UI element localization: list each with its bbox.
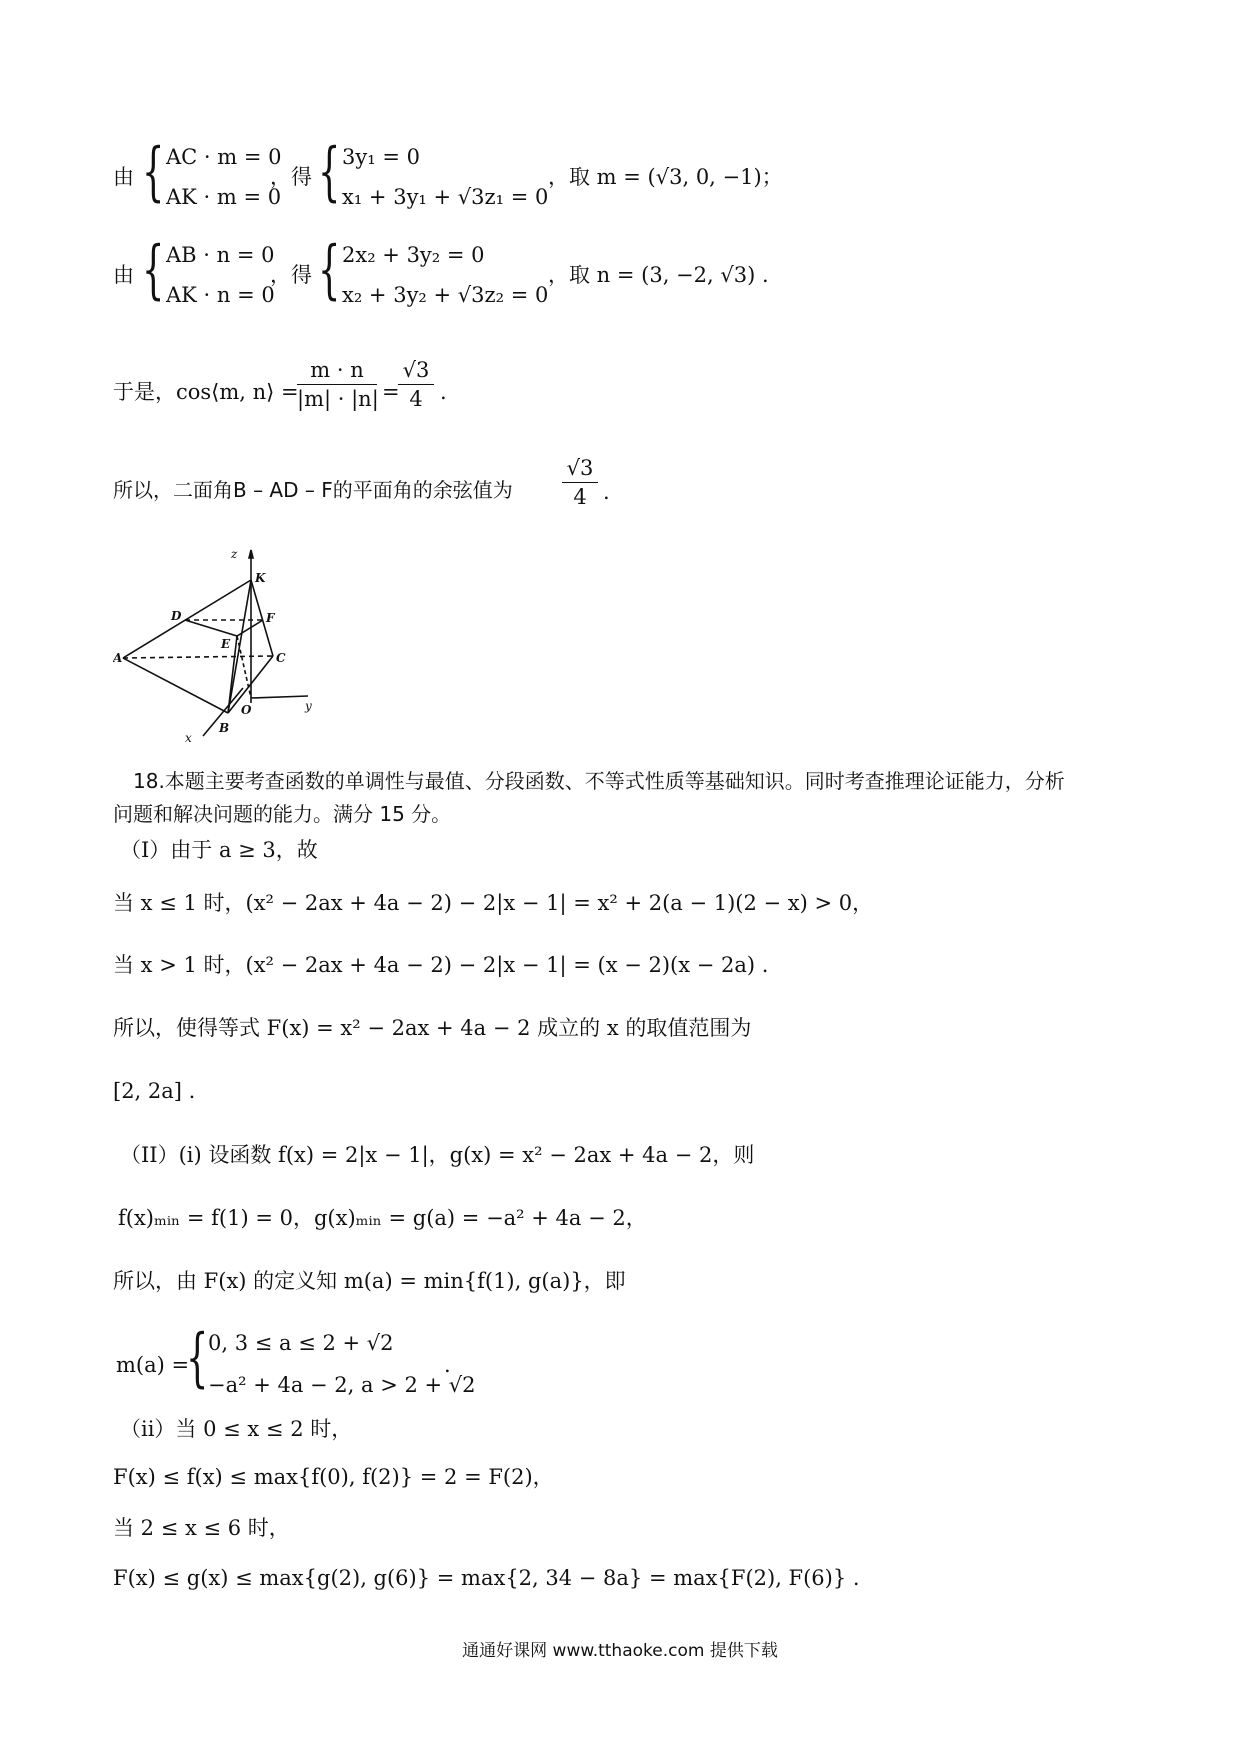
sys1-prefix: 由 [113, 165, 134, 189]
cos-prefix: 于是，cos⟨m, n⟩ = [113, 380, 299, 404]
p18-range-text: 所以，使得等式 F(x) = x² − 2ax + 4a − 2 成立的 x 的取值范围为 [113, 1016, 752, 1040]
sys2-row4: x₂ + 3y₂ + √3z₂ = 0 [342, 283, 549, 307]
p18-case-0-2: （ii）当 0 ≤ x ≤ 2 时， [120, 1417, 353, 1441]
p18-intro-line2: 问题和解决问题的能力。满分 15 分。 [113, 802, 452, 826]
cos-fraction-2 [398, 356, 434, 413]
p18-intro-line1: 18.本题主要考查函数的单调性与最值、分段函数、不等式性质等基础知识。同时考查推理论证能力，分析 [133, 769, 1065, 793]
ma-brace: { [186, 1321, 209, 1395]
p18-case-gt1: 当 x > 1 时，(x² − 2ax + 4a − 2) − 2|x − 1| = (x − 2)(x − 2a) . [113, 953, 769, 977]
label-A: A [113, 651, 123, 665]
sys1-row3: 3y₁ = 0 [342, 145, 420, 169]
sys2-left-brace: { [142, 233, 165, 307]
p18-range-value: [2, 2a] . [113, 1079, 196, 1103]
edge-EO-dashed [237, 636, 251, 698]
label-z: z [231, 548, 238, 561]
p18-ma-def: 所以，由 F(x) 的定义知 m(a) = min{f(1), g(a)}，即 [113, 1269, 626, 1293]
edge-AK [123, 580, 251, 658]
sys2-row2: AK · n = 0 [166, 283, 275, 307]
edge-AB [123, 658, 228, 713]
sys2-prefix: 由 [113, 263, 134, 287]
label-K: K [255, 571, 266, 585]
conclusion-num: √3 [566, 456, 594, 480]
p18-bound-g: F(x) ≤ g(x) ≤ max{g(2), g(6)} = max{2, 34 − 8a} = max{F(2), F(6)} . [113, 1566, 860, 1590]
ma-end: . [444, 1353, 451, 1377]
sys1-get: ，得 [270, 165, 312, 189]
sys1-left-brace: { [142, 135, 165, 209]
sys1-take: ，取 m = (√3, 0, −1)； [548, 165, 783, 189]
conclusion-text: 所以，二面角B – AD – F的平面角的余弦值为 [113, 478, 513, 502]
label-B: B [219, 721, 230, 735]
cos-eq: = [382, 380, 400, 404]
cos-den2: 4 [398, 384, 434, 413]
label-F: F [266, 611, 275, 625]
sys2-get: ，得 [270, 263, 312, 287]
ma-row2: −a² + 4a − 2, a > 2 + √2 [208, 1373, 476, 1397]
sys2-right-brace: { [318, 233, 341, 307]
sys1-row2: AK · m = 0 [166, 185, 282, 209]
label-E: E [221, 637, 231, 651]
label-y: y [305, 699, 312, 713]
edge-DE [185, 620, 237, 636]
label-C: C [276, 651, 286, 665]
pyramid-figure [113, 548, 323, 748]
sys2-row1: AB · n = 0 [166, 243, 275, 267]
label-x: x [185, 731, 192, 745]
z-axis-arrow [249, 550, 253, 558]
cos-den: |m| · |n| [297, 384, 377, 413]
page-footer: 通通好课网 www.tthaoke.com 提供下载 [462, 1641, 778, 1661]
conclusion-fraction [562, 454, 598, 511]
p18-case-le1: 当 x ≤ 1 时，(x² − 2ax + 4a − 2) − 2|x − 1| = x² + 2(a − 1)(2 − x) > 0， [113, 891, 874, 915]
edge-EF [237, 620, 263, 636]
sys2-row3: 2x₂ + 3y₂ = 0 [342, 243, 485, 267]
conclusion-den: 4 [562, 482, 598, 511]
sys1-row4: x₁ + 3y₁ + √3z₁ = 0 [342, 185, 549, 209]
ma-row1: 0, 3 ≤ a ≤ 2 + √2 [208, 1331, 394, 1355]
cos-num2: √3 [402, 358, 430, 382]
conclusion-end: . [603, 480, 610, 504]
p18-case-2-6: 当 2 ≤ x ≤ 6 时， [113, 1516, 290, 1540]
p18-bound-f: F(x) ≤ f(x) ≤ max{f(0), f(2)} = 2 = F(2)， [113, 1465, 554, 1489]
y-axis-line [251, 696, 308, 698]
ma-left: m(a) = [116, 1353, 190, 1377]
cos-fraction-1 [297, 356, 377, 413]
label-D: D [171, 609, 182, 623]
cos-end: . [440, 380, 447, 404]
p18-part2-def: （II）(i) 设函数 f(x) = 2|x − 1|，g(x) = x² − 2ax + 4a − 2，则 [120, 1143, 755, 1167]
cos-num: m · n [310, 358, 364, 382]
sys1-row1: AC · m = 0 [166, 145, 282, 169]
sys1-right-brace: { [318, 135, 341, 209]
label-O: O [241, 703, 252, 717]
p18-part1-head: （I）由于 a ≥ 3，故 [120, 838, 318, 862]
sys2-take: ，取 n = (3, −2, √3) . [548, 263, 769, 287]
p18-minimums: f(x)ₘᵢₙ = f(1) = 0，g(x)ₘᵢₙ = g(a) = −a² + 4a − 2， [118, 1206, 647, 1230]
